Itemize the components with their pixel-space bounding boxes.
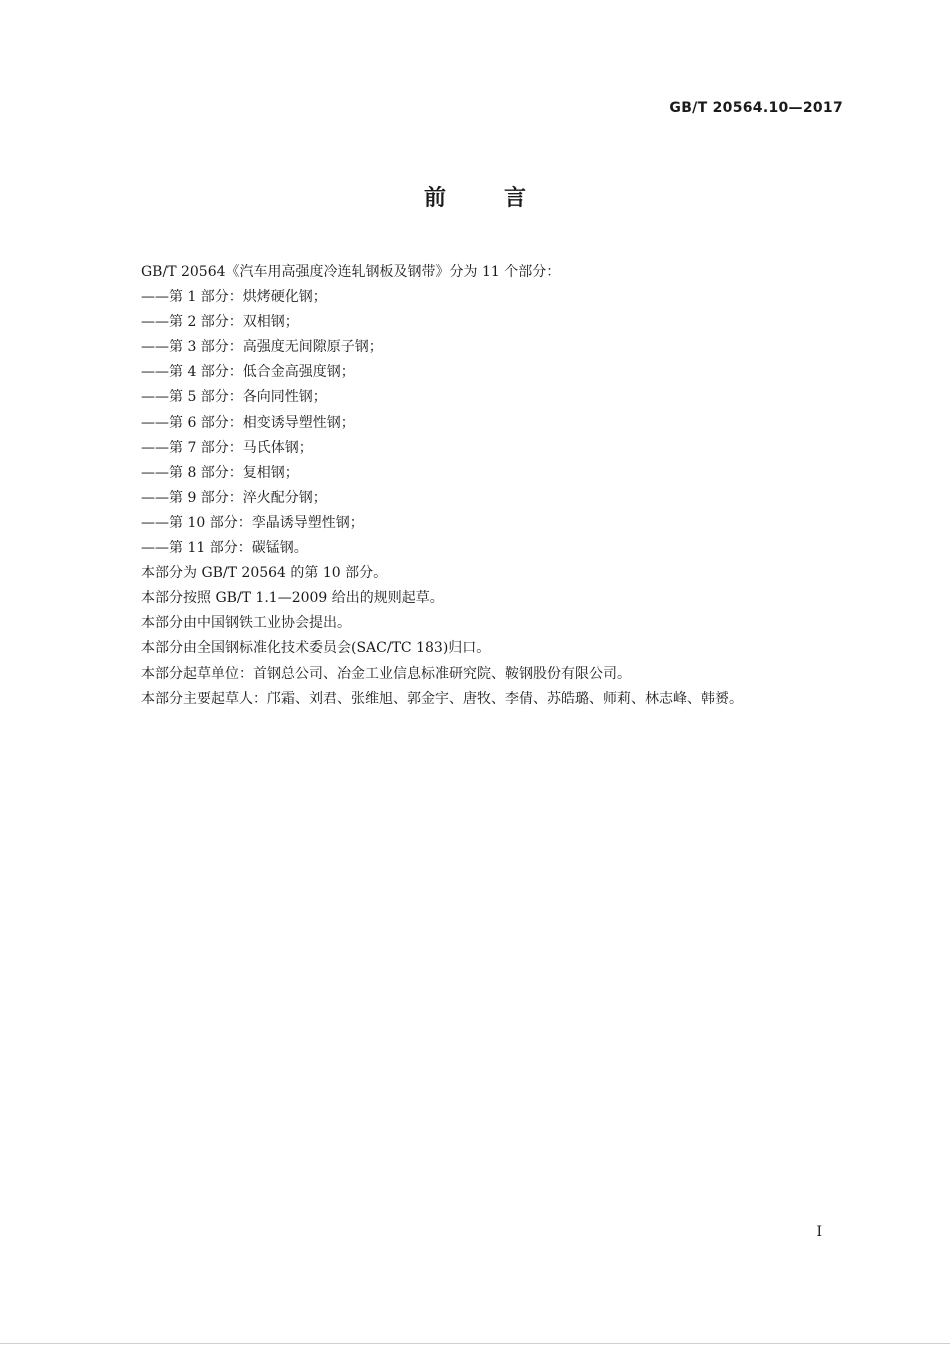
page-bottom-divider [0,1343,950,1344]
paragraph: 本部分为 GB/T 20564 的第 10 部分。 [141,565,388,582]
paragraph: 本部分起草单位：首钢总公司、冶金工业信息标准研究院、鞍钢股份有限公司。 [141,665,631,682]
page-title [0,181,950,212]
foreword-body [141,262,841,714]
paragraph: 本部分主要起草人：邝霜、刘君、张维旭、郭金宇、唐牧、李倩、苏皓璐、师莉、林志峰、韩赟。 [141,690,743,707]
title-char-1: 前 [423,186,446,211]
part-list-item: ——第 8 部分：复相钢； [141,464,299,481]
part-list-item: ——第 6 部分：相变诱导塑性钢； [141,414,355,431]
part-list-item: ——第 4 部分：低合金高强度钢； [141,364,355,381]
intro-line: GB/T 20564《汽车用高强度冷连轧钢板及钢带》分为 11 个部分： [141,264,561,280]
part-list-item: ——第 3 部分：高强度无间隙原子钢； [141,339,383,356]
part-list-item: ——第 2 部分：双相钢； [141,314,299,331]
part-list-item: ——第 5 部分：各向同性钢； [141,389,327,406]
paragraph: 本部分由中国钢铁工业协会提出。 [141,615,351,632]
part-list-item: ——第 7 部分：马氏体钢； [141,439,313,456]
title-char-2: 言 [504,186,527,211]
standard-code: GB/T 20564.10—2017 [669,100,843,116]
part-list-item: ——第 9 部分：淬火配分钢； [141,489,327,506]
part-list-item: ——第 10 部分：孪晶诱导塑性钢； [141,514,364,531]
paragraph: 本部分由全国钢标准化技术委员会(SAC/TC 183)归口。 [141,640,491,657]
page-number: I [816,1224,822,1240]
paragraph: 本部分按照 GB/T 1.1—2009 给出的规则起草。 [141,590,444,607]
part-list-item: ——第 1 部分：烘烤硬化钢； [141,289,327,306]
part-list-item: ——第 11 部分：碳锰钢。 [141,540,308,557]
